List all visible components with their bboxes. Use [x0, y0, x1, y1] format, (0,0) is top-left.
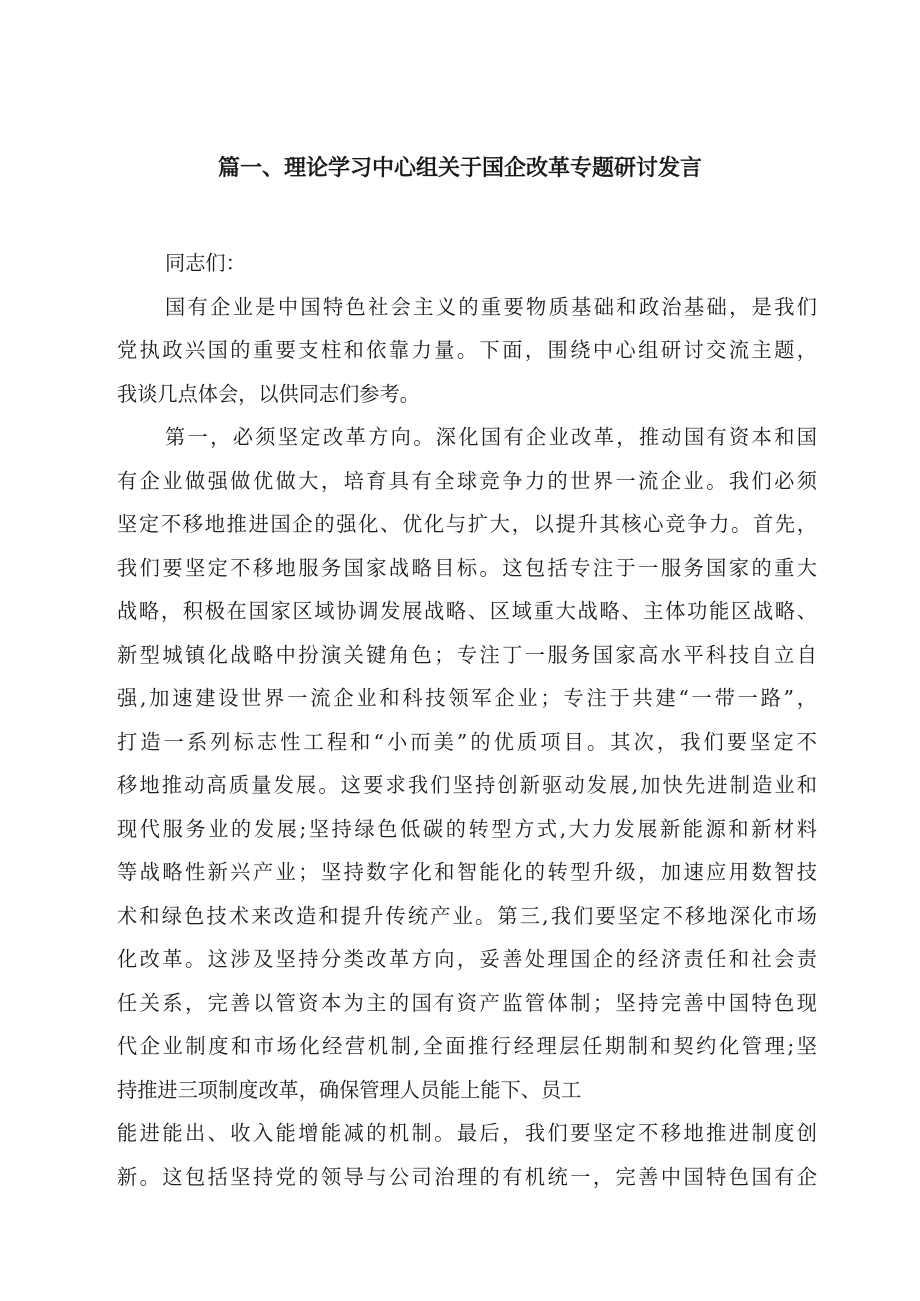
paragraph-line: 任关系，完善以管资本为主的国有资产监管体制；坚持完善中国特色现 [117, 990, 817, 1015]
paragraph-line: 能进能出、收入能增能减的机制。最后，我们要坚定不移地推进制度创 [117, 1121, 817, 1145]
paragraph-line: 强,加速建设世界一流企业和科技领军企业；专注于共建“一带一路”， [117, 686, 817, 710]
paragraph-line: 等战略性新兴产业；坚持数字化和智能化的转型升级，加速应用数智技 [117, 860, 817, 884]
paragraph-line: 移地推动高质量发展。这要求我们坚持创新驱动发展,加快先进制造业和 [117, 773, 817, 797]
paragraph-line: 代企业制度和市场化经营机制,全面推行经理层任期制和契约化管理;坚 [117, 1034, 817, 1058]
paragraph-line: 持推进三项制度改革，确保管理人员能上能下、员工 [117, 1077, 582, 1102]
paragraph-line: 打造一系列标志性工程和“小而美”的优质项目。其次，我们要坚定不 [117, 729, 817, 754]
paragraph-line: 术和绿色技术来改造和提升传统产业。第三,我们要坚定不移地深化市场 [117, 903, 817, 928]
paragraph-line: 第一，必须坚定改革方向。深化国有企业改革，推动国有资本和国 [165, 425, 817, 449]
document-body [117, 242, 817, 1199]
paragraph-line: 我谈几点体会，以供同志们参考。 [117, 381, 420, 406]
paragraph-line: 现代服务业的发展;坚持绿色低碳的转型方式,大力发展新能源和新材料 [117, 816, 817, 841]
paragraph-line: 化改革。这涉及坚持分类改革方向，妥善处理国企的经济责任和社会责 [117, 947, 817, 971]
document-title: 篇一、理论学习中心组关于国企改革专题研讨发言 [217, 156, 702, 181]
paragraph-line: 党执政兴国的重要支柱和依靠力量。下面，围绕中心组研讨交流主题， [117, 338, 817, 362]
paragraph-line: 新型城镇化战略中扮演关键角色；专注丁一服务国家高水平科技自立自 [117, 642, 817, 667]
paragraph-line: 坚定不移地推进国企的强化、优化与扩大，以提升其核心竞争力。首先， [117, 512, 817, 536]
paragraph-line: 战略，积极在国家区域协调发展战略、区域重大战略、主体功能区战略、 [117, 599, 817, 623]
paragraph-line: 有企业做强做优做大，培育具有全球竞争力的世界一流企业。我们必须 [117, 468, 817, 493]
paragraph-line: 国有企业是中国特色社会主义的重要物质基础和政治基础，是我们 [165, 294, 817, 319]
paragraph-line: 新。这包括坚持党的领导与公司治理的有机统一，完善中国特色国有企 [117, 1164, 817, 1189]
salutation-line: 同志们： [165, 251, 246, 275]
paragraph-line: 我们要坚定不移地服务国家战略目标。这包括专注于一服务国家的重大 [117, 555, 817, 580]
